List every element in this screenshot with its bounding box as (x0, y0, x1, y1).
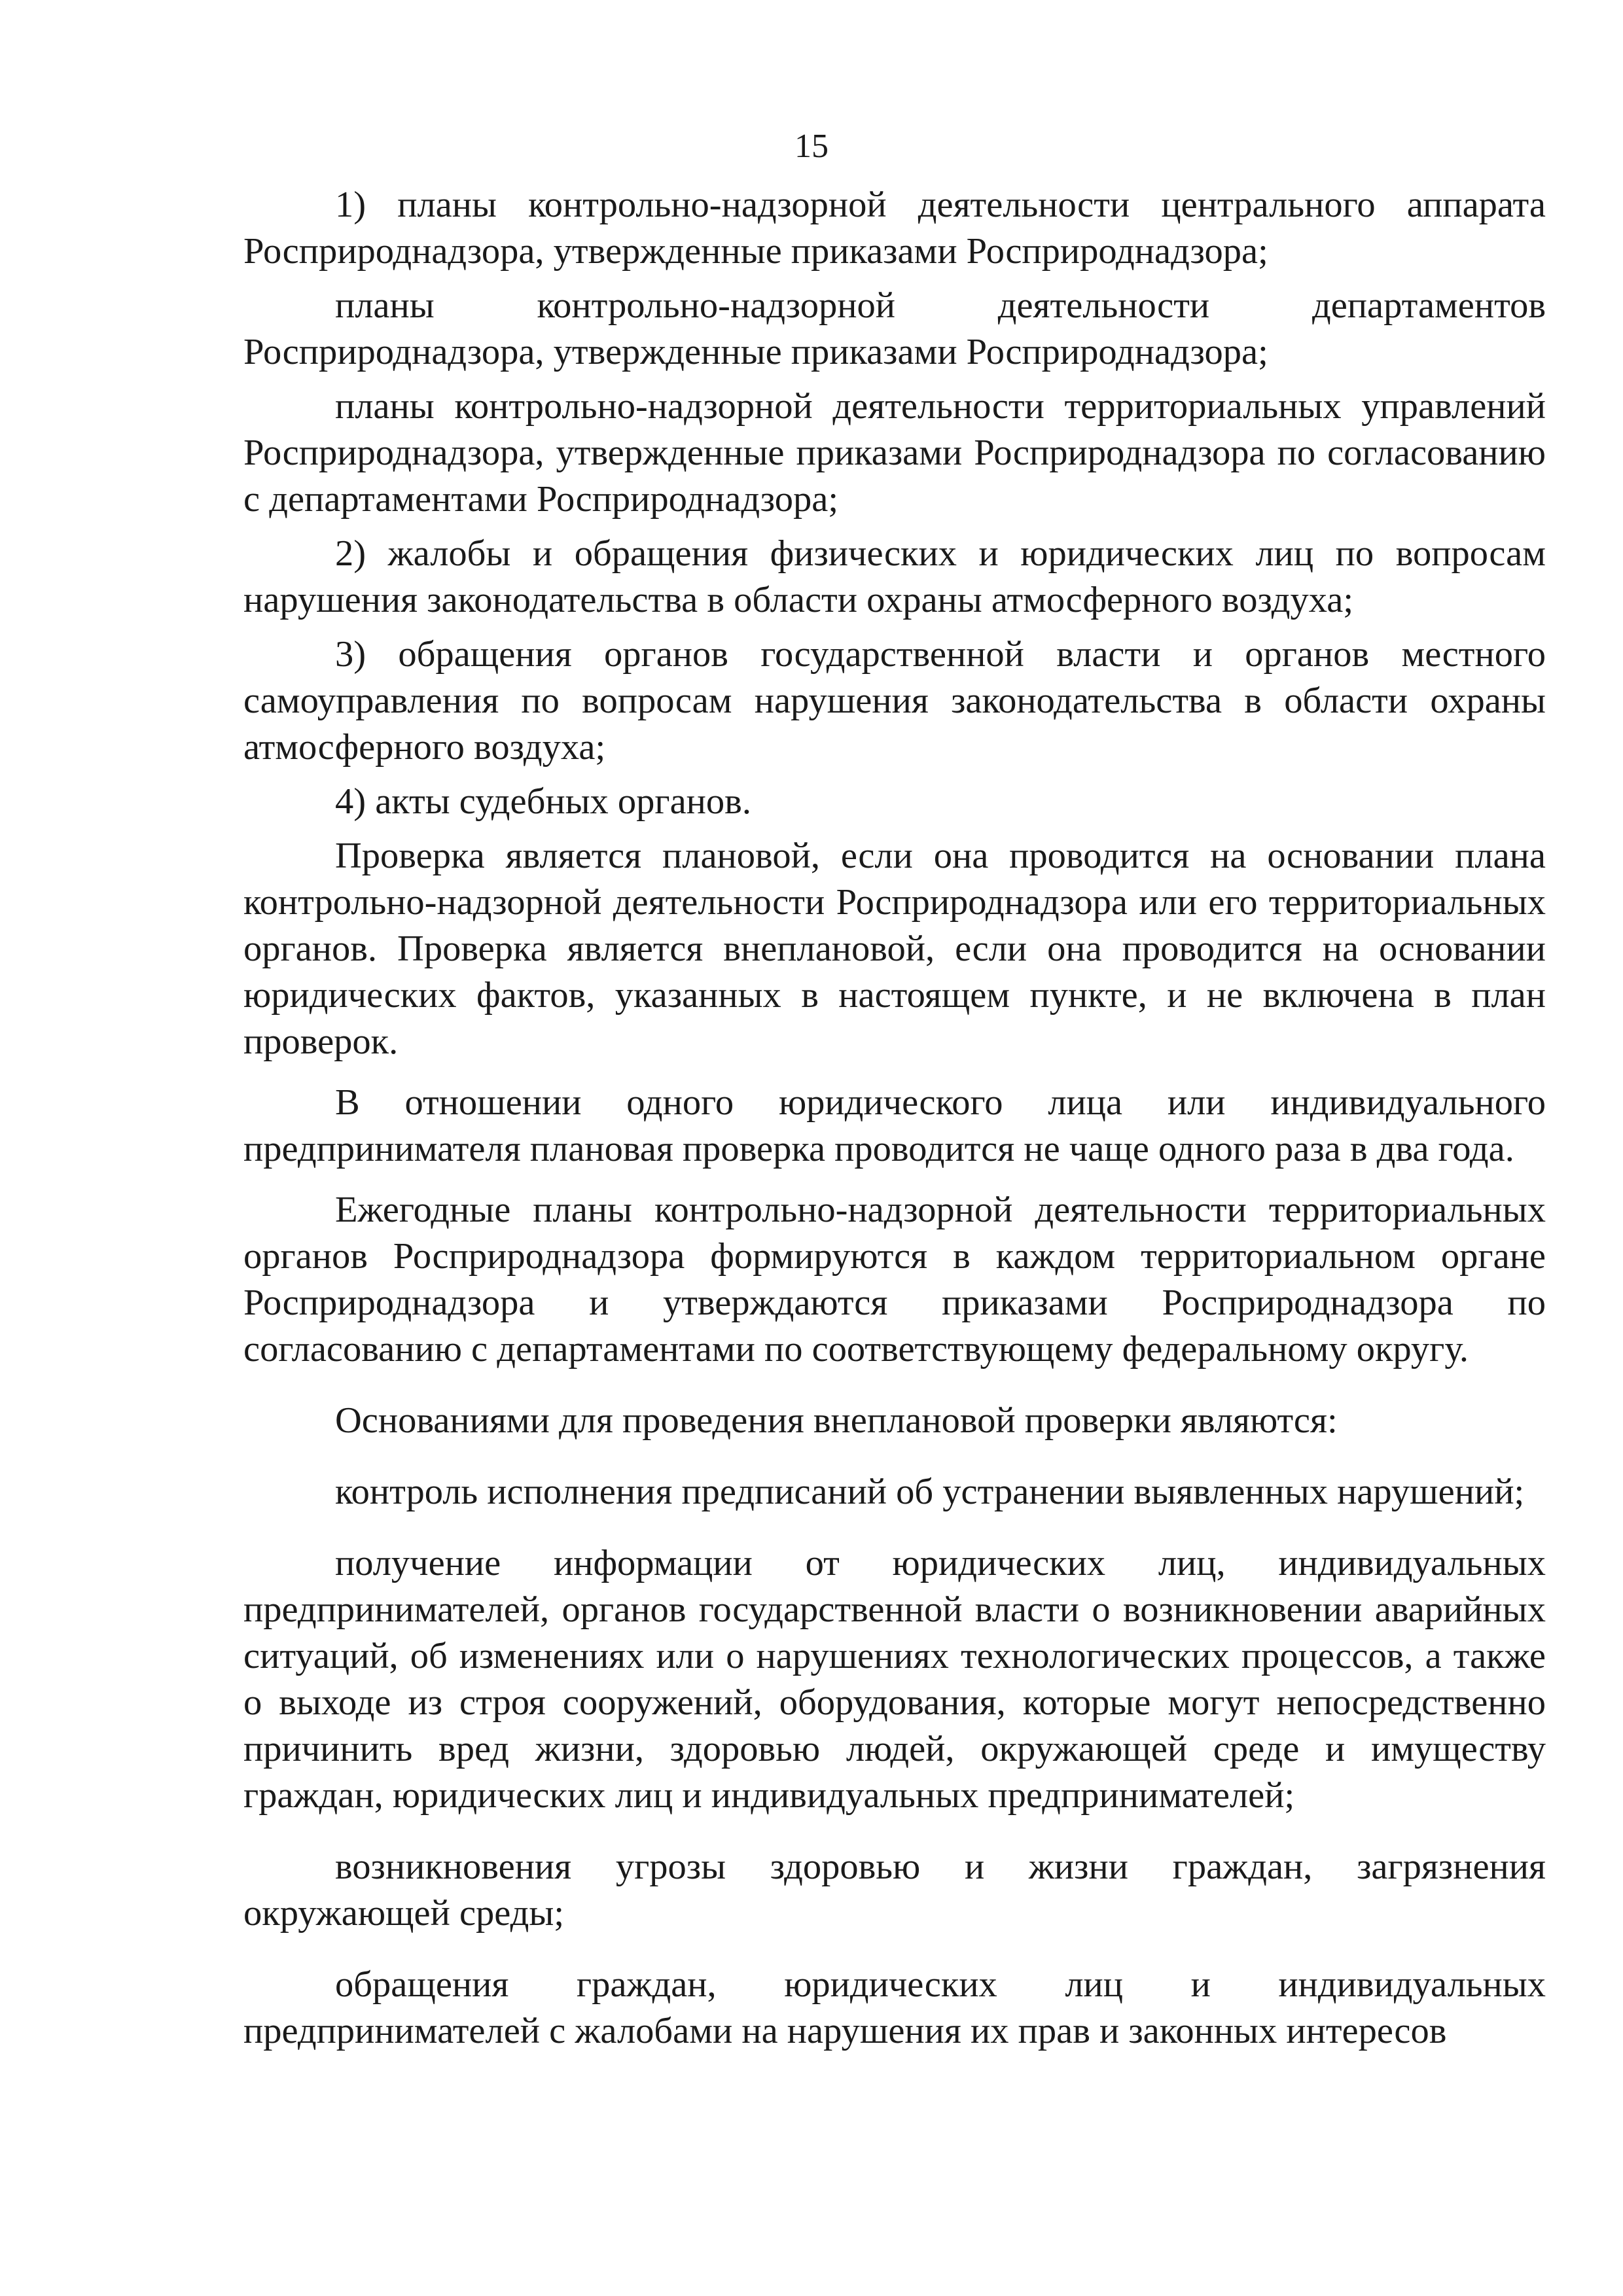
document-body (243, 182, 1546, 2055)
paragraph-plans-central: 1) планы контрольно-надзорной деятельности центрального аппарата Росприроднадзора, утвержденные приказами Росприроднадзора; (243, 185, 1546, 272)
paragraph-plans-departments: планы контрольно-надзорной деятельности департаментов Росприроднадзора, утвержденные приказами Росприроднадзора; (243, 285, 1546, 372)
paragraph-order-execution: контроль исполнения предписаний об устранении выявленных нарушений; (335, 1472, 1525, 1512)
paragraph-information-receipt: получение информации от юридических лиц, индивидуальных предпринимателей, органов государственной власти о возникновении аварийных ситуаций, об изменениях или о нарушениях технологических процессов, а также о выходе из строя сооружений, оборудования, которые могут непосредственно причинить вред жизни, здоровью людей, окружающей среде и имуществу граждан, юридических лиц и индивидуальных предпринимателей; (243, 1543, 1546, 1816)
paragraph-authority-appeals: 3) обращения органов государственной власти и органов местного самоуправления по вопросам нарушения законодательства в области охраны атмосферного воздуха; (243, 634, 1546, 768)
page-number: 15 (794, 128, 829, 165)
paragraph-complaints: 2) жалобы и обращения физических и юридических лиц по вопросам нарушения законодательства в области охраны атмосферного воздуха; (243, 533, 1546, 620)
paragraph-inspection-frequency: В отношении одного юридического лица или индивидуального предпринимателя плановая проверка проводится не чаще одного раза в два года. (243, 1082, 1546, 1169)
paragraph-plans-territorial: планы контрольно-надзорной деятельности территориальных управлений Росприроднадзора, утвержденные приказами Росприроднадзора по согласованию с департаментами Росприроднадзора; (243, 386, 1546, 520)
paragraph-planned-inspection: Проверка является плановой, если она проводится на основании плана контрольно-надзорной деятельности Росприроднадзора или его территориальных органов. Проверка является внеплановой, если она проводится на основании юридических фактов, указанных в настоящем пункте, и не включена в план проверок. (243, 836, 1546, 1062)
paragraph-court-acts: 4) акты судебных органов. (335, 781, 751, 822)
paragraph-citizen-appeals: обращения граждан, юридических лиц и индивидуальных предпринимателей с жалобами на нарушения их прав и законных интересов (243, 1964, 1546, 2051)
paragraph-unplanned-grounds: Основаниями для проведения внеплановой проверки являются: (335, 1400, 1338, 1441)
paragraph-annual-plans: Ежегодные планы контрольно-надзорной деятельности территориальных органов Росприроднадзора формируются в каждом территориальном органе Росприроднадзора и утверждаются приказами Росприроднадзора по согласованию с департаментами по соответствующему федеральному округу. (243, 1190, 1546, 1369)
paragraph-threat: возникновения угрозы здоровью и жизни граждан, загрязнения окружающей среды; (243, 1846, 1546, 1934)
